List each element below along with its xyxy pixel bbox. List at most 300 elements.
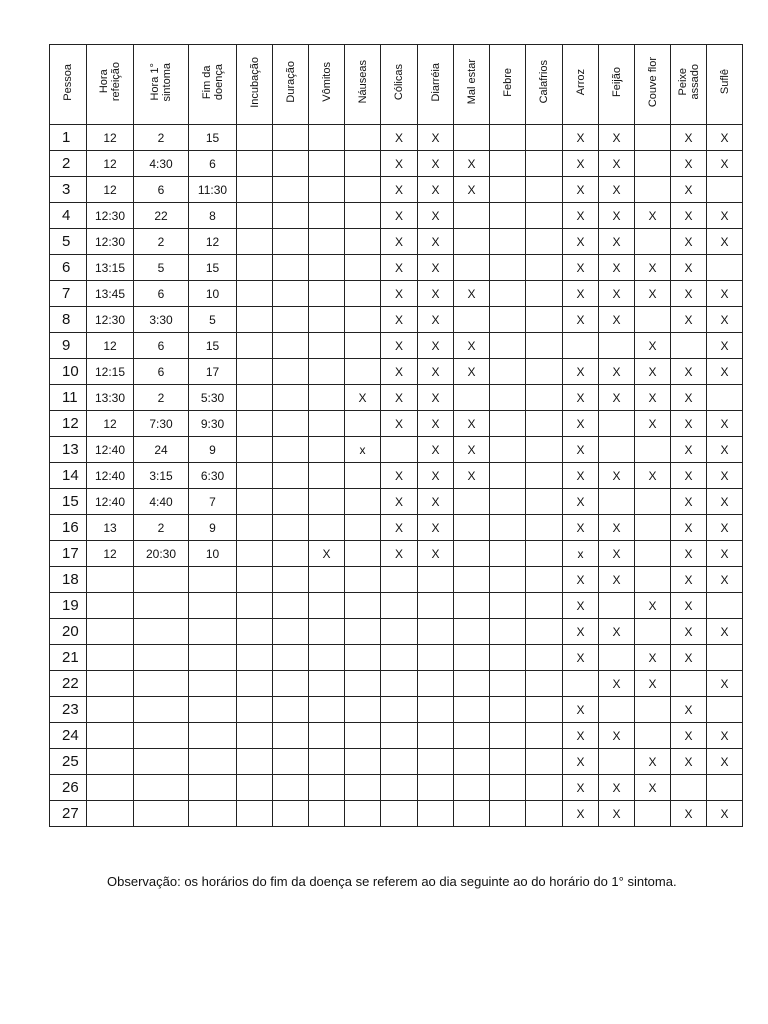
table-cell	[526, 801, 563, 827]
table-cell: X	[418, 203, 454, 229]
table-cell: X	[563, 177, 599, 203]
table-cell	[309, 359, 345, 385]
table-cell: 12	[87, 411, 134, 437]
table-row	[50, 515, 743, 541]
table-cell: X	[418, 151, 454, 177]
table-cell	[273, 515, 309, 541]
table-cell: X	[707, 307, 743, 333]
table-cell	[345, 333, 381, 359]
table-cell	[490, 619, 526, 645]
table-cell: X	[563, 255, 599, 281]
table-cell	[490, 697, 526, 723]
table-cell	[273, 307, 309, 333]
column-header-label: Feijão	[610, 67, 623, 97]
table-cell	[345, 671, 381, 697]
table-cell	[490, 671, 526, 697]
table-cell: X	[381, 229, 418, 255]
person-number-cell: 6	[50, 255, 87, 281]
table-cell	[490, 489, 526, 515]
table-cell	[490, 229, 526, 255]
table-cell: 2	[134, 125, 189, 151]
table-cell: X	[418, 541, 454, 567]
column-header-label: Vômitos	[320, 62, 333, 102]
table-cell	[707, 697, 743, 723]
table-cell	[134, 723, 189, 749]
table-cell: X	[418, 307, 454, 333]
table-cell	[707, 593, 743, 619]
table-cell	[309, 125, 345, 151]
table-cell	[134, 801, 189, 827]
table-cell: 13:30	[87, 385, 134, 411]
table-cell	[454, 593, 490, 619]
table-cell	[526, 541, 563, 567]
table-cell: X	[563, 203, 599, 229]
table-cell: X	[381, 541, 418, 567]
table-cell: X	[599, 307, 635, 333]
table-cell: X	[599, 203, 635, 229]
table-cell	[345, 801, 381, 827]
table-cell	[237, 281, 273, 307]
table-row	[50, 619, 743, 645]
table-cell	[273, 489, 309, 515]
table-cell: X	[563, 359, 599, 385]
table-cell	[309, 255, 345, 281]
table-cell: 10	[189, 541, 237, 567]
table-cell	[345, 229, 381, 255]
table-row	[50, 723, 743, 749]
column-header	[418, 45, 454, 125]
column-header-label: Calafrios	[538, 60, 550, 104]
table-cell: X	[563, 307, 599, 333]
column-header	[526, 45, 563, 125]
person-number-cell: 9	[50, 333, 87, 359]
table-cell: 15	[189, 255, 237, 281]
table-cell: X	[381, 281, 418, 307]
table-cell	[273, 723, 309, 749]
table-cell	[345, 281, 381, 307]
table-cell	[345, 697, 381, 723]
table-cell	[189, 567, 237, 593]
table-row	[50, 463, 743, 489]
table-cell: X	[599, 671, 635, 697]
table-cell	[237, 749, 273, 775]
table-cell	[490, 333, 526, 359]
table-cell: 6	[189, 151, 237, 177]
table-cell: X	[635, 411, 671, 437]
table-cell	[345, 775, 381, 801]
table-cell	[418, 567, 454, 593]
table-cell: X	[563, 645, 599, 671]
table-cell: X	[309, 541, 345, 567]
table-cell	[189, 593, 237, 619]
table-cell	[490, 463, 526, 489]
table-cell	[237, 515, 273, 541]
table-cell: X	[671, 411, 707, 437]
table-cell	[707, 385, 743, 411]
table-cell: X	[671, 151, 707, 177]
table-cell	[273, 437, 309, 463]
column-header	[134, 45, 189, 125]
table-cell: X	[671, 359, 707, 385]
table-cell: X	[671, 541, 707, 567]
table-cell: X	[563, 437, 599, 463]
table-cell: X	[599, 775, 635, 801]
table-cell: X	[563, 411, 599, 437]
column-header-label: Fim da doença	[200, 63, 225, 101]
table-cell	[671, 775, 707, 801]
table-cell	[345, 541, 381, 567]
table-cell: X	[563, 567, 599, 593]
table-cell: 6:30	[189, 463, 237, 489]
column-header-label: Diarréia	[429, 62, 442, 102]
table-cell	[454, 385, 490, 411]
table-cell	[599, 411, 635, 437]
table-cell: x	[563, 541, 599, 567]
table-cell: 9:30	[189, 411, 237, 437]
column-header	[381, 45, 418, 125]
table-cell: X	[671, 619, 707, 645]
table-cell	[526, 775, 563, 801]
table-cell	[273, 697, 309, 723]
table-cell	[490, 437, 526, 463]
table-row	[50, 255, 743, 281]
table-cell: X	[671, 645, 707, 671]
table-cell	[345, 645, 381, 671]
table-cell	[189, 619, 237, 645]
table-cell	[635, 125, 671, 151]
table-cell: X	[381, 151, 418, 177]
table-cell	[490, 541, 526, 567]
table-cell: X	[635, 281, 671, 307]
table-cell: X	[671, 437, 707, 463]
table-cell	[134, 749, 189, 775]
table-cell: X	[418, 255, 454, 281]
table-cell	[707, 177, 743, 203]
table-cell	[599, 333, 635, 359]
table-cell	[490, 515, 526, 541]
table-cell	[526, 723, 563, 749]
table-cell	[273, 567, 309, 593]
table-cell: 11:30	[189, 177, 237, 203]
person-number-cell: 19	[50, 593, 87, 619]
person-number-cell: 26	[50, 775, 87, 801]
table-cell: X	[671, 255, 707, 281]
table-cell	[309, 567, 345, 593]
table-cell	[87, 775, 134, 801]
table-cell	[134, 567, 189, 593]
table-cell	[273, 203, 309, 229]
table-cell	[345, 177, 381, 203]
table-cell: 9	[189, 515, 237, 541]
table-cell	[345, 151, 381, 177]
table-cell: X	[671, 177, 707, 203]
table-cell	[635, 541, 671, 567]
table-cell	[599, 593, 635, 619]
table-cell	[526, 177, 563, 203]
table-cell	[345, 359, 381, 385]
column-header	[87, 45, 134, 125]
table-cell	[309, 645, 345, 671]
column-header	[50, 45, 87, 125]
table-cell	[309, 697, 345, 723]
table-row	[50, 307, 743, 333]
table-cell: X	[381, 177, 418, 203]
table-cell	[381, 671, 418, 697]
table-cell: 6	[134, 281, 189, 307]
table-row	[50, 541, 743, 567]
table-cell	[237, 697, 273, 723]
table-cell	[189, 671, 237, 697]
table-cell: X	[599, 177, 635, 203]
table-cell	[526, 333, 563, 359]
table-cell: X	[563, 515, 599, 541]
column-header	[599, 45, 635, 125]
table-cell	[381, 593, 418, 619]
table-cell	[87, 697, 134, 723]
table-cell: X	[599, 255, 635, 281]
table-cell	[309, 463, 345, 489]
table-cell	[309, 671, 345, 697]
table-cell	[309, 593, 345, 619]
table-cell	[87, 723, 134, 749]
table-cell	[237, 437, 273, 463]
table-cell	[309, 437, 345, 463]
table-cell	[237, 151, 273, 177]
table-cell	[134, 645, 189, 671]
table-cell: X	[671, 489, 707, 515]
table-cell	[189, 801, 237, 827]
person-number-cell: 21	[50, 645, 87, 671]
table-cell	[309, 385, 345, 411]
table-cell: X	[635, 593, 671, 619]
table-cell	[635, 307, 671, 333]
table-cell	[189, 697, 237, 723]
column-header	[189, 45, 237, 125]
table-row	[50, 151, 743, 177]
table-cell	[309, 411, 345, 437]
table-cell	[189, 749, 237, 775]
table-cell: X	[454, 177, 490, 203]
table-cell	[671, 671, 707, 697]
table-cell: 12	[87, 177, 134, 203]
table-cell	[526, 697, 563, 723]
table-cell: X	[381, 489, 418, 515]
table-cell: 6	[134, 359, 189, 385]
column-header-label: Arroz	[574, 68, 587, 96]
table-cell	[345, 463, 381, 489]
table-cell	[490, 281, 526, 307]
table-cell: X	[563, 463, 599, 489]
table-cell	[345, 411, 381, 437]
table-cell	[454, 307, 490, 333]
table-cell: X	[671, 801, 707, 827]
table-cell: X	[381, 307, 418, 333]
table-cell	[526, 749, 563, 775]
person-number-cell: 20	[50, 619, 87, 645]
table-cell: X	[671, 723, 707, 749]
table-cell: X	[707, 411, 743, 437]
table-cell: X	[418, 229, 454, 255]
column-header-label: Cólicas	[393, 63, 405, 101]
person-number-cell: 11	[50, 385, 87, 411]
table-cell: 24	[134, 437, 189, 463]
table-cell: X	[381, 203, 418, 229]
table-cell	[381, 437, 418, 463]
table-cell	[599, 437, 635, 463]
table-cell	[189, 645, 237, 671]
table-cell	[490, 749, 526, 775]
table-cell	[490, 593, 526, 619]
column-header	[345, 45, 381, 125]
table-row	[50, 775, 743, 801]
table-cell: 20:30	[134, 541, 189, 567]
table-cell	[526, 203, 563, 229]
table-cell	[526, 489, 563, 515]
table-cell	[237, 489, 273, 515]
table-cell	[345, 307, 381, 333]
column-header-label: Hora 1° sintoma	[149, 62, 173, 102]
table-cell: X	[418, 359, 454, 385]
table-cell: X	[563, 229, 599, 255]
table-cell	[671, 333, 707, 359]
table-cell: X	[563, 489, 599, 515]
table-cell: X	[635, 645, 671, 671]
table-cell: X	[563, 723, 599, 749]
table-cell	[418, 645, 454, 671]
table-cell	[490, 411, 526, 437]
table-cell	[526, 255, 563, 281]
table-cell: X	[418, 489, 454, 515]
column-header	[563, 45, 599, 125]
column-header	[635, 45, 671, 125]
table-row	[50, 281, 743, 307]
table-cell: 4:40	[134, 489, 189, 515]
table-cell	[418, 619, 454, 645]
column-header-label: Febre	[501, 67, 514, 97]
table-cell: 10	[189, 281, 237, 307]
table-cell	[635, 723, 671, 749]
table-cell	[309, 775, 345, 801]
table-cell: X	[599, 801, 635, 827]
table-cell	[635, 177, 671, 203]
table-cell	[418, 697, 454, 723]
person-number-cell: 3	[50, 177, 87, 203]
table-cell: 12:40	[87, 437, 134, 463]
column-header	[490, 45, 526, 125]
table-cell	[237, 723, 273, 749]
table-cell: X	[599, 229, 635, 255]
table-cell: X	[563, 151, 599, 177]
table-cell	[273, 255, 309, 281]
table-cell	[381, 775, 418, 801]
table-cell	[134, 697, 189, 723]
table-cell: X	[635, 775, 671, 801]
table-cell	[526, 307, 563, 333]
table-cell: X	[381, 515, 418, 541]
table-cell	[345, 203, 381, 229]
table-cell: X	[671, 593, 707, 619]
column-header	[671, 45, 707, 125]
table-cell: X	[381, 125, 418, 151]
table-row	[50, 645, 743, 671]
table-cell: X	[671, 463, 707, 489]
table-cell	[87, 671, 134, 697]
table-cell	[345, 489, 381, 515]
table-cell	[635, 437, 671, 463]
table-cell	[237, 567, 273, 593]
column-header-label: Náuseas	[356, 60, 369, 104]
table-cell	[707, 255, 743, 281]
table-cell	[563, 671, 599, 697]
table-cell	[526, 151, 563, 177]
table-cell	[526, 515, 563, 541]
table-cell: 5:30	[189, 385, 237, 411]
column-header-label: Hora refeição	[98, 62, 122, 102]
person-number-cell: 7	[50, 281, 87, 307]
table-cell	[381, 749, 418, 775]
table-cell: X	[671, 515, 707, 541]
table-cell: 15	[189, 125, 237, 151]
person-number-cell: 10	[50, 359, 87, 385]
table-cell	[309, 203, 345, 229]
table-cell: X	[707, 567, 743, 593]
table-cell: 2	[134, 385, 189, 411]
table-cell	[309, 333, 345, 359]
table-cell	[454, 515, 490, 541]
table-cell: 12	[87, 151, 134, 177]
table-cell	[635, 697, 671, 723]
table-cell	[134, 619, 189, 645]
table-cell	[87, 567, 134, 593]
column-header-label: Duração	[284, 61, 297, 103]
person-number-cell: 17	[50, 541, 87, 567]
table-cell	[273, 177, 309, 203]
table-cell: X	[345, 385, 381, 411]
table-cell	[418, 749, 454, 775]
table-cell	[635, 567, 671, 593]
table-cell: X	[707, 489, 743, 515]
table-cell	[345, 749, 381, 775]
table-cell	[490, 151, 526, 177]
table-cell: 7:30	[134, 411, 189, 437]
table-cell: 13	[87, 515, 134, 541]
table-cell: X	[563, 775, 599, 801]
table-cell	[87, 645, 134, 671]
table-cell	[526, 411, 563, 437]
table-cell	[309, 307, 345, 333]
table-cell	[526, 437, 563, 463]
table-cell	[490, 203, 526, 229]
table-cell	[490, 177, 526, 203]
table-cell	[454, 567, 490, 593]
table-cell	[381, 723, 418, 749]
table-cell: X	[707, 359, 743, 385]
table-row	[50, 567, 743, 593]
table-cell	[490, 307, 526, 333]
table-cell	[309, 801, 345, 827]
table-cell: X	[418, 515, 454, 541]
table-cell: X	[563, 281, 599, 307]
person-number-cell: 16	[50, 515, 87, 541]
table-cell	[237, 385, 273, 411]
table-cell	[635, 151, 671, 177]
person-number-cell: 8	[50, 307, 87, 333]
table-cell: 3:30	[134, 307, 189, 333]
table-cell	[309, 749, 345, 775]
table-cell	[273, 411, 309, 437]
table-body	[50, 125, 743, 827]
table-cell: X	[707, 333, 743, 359]
